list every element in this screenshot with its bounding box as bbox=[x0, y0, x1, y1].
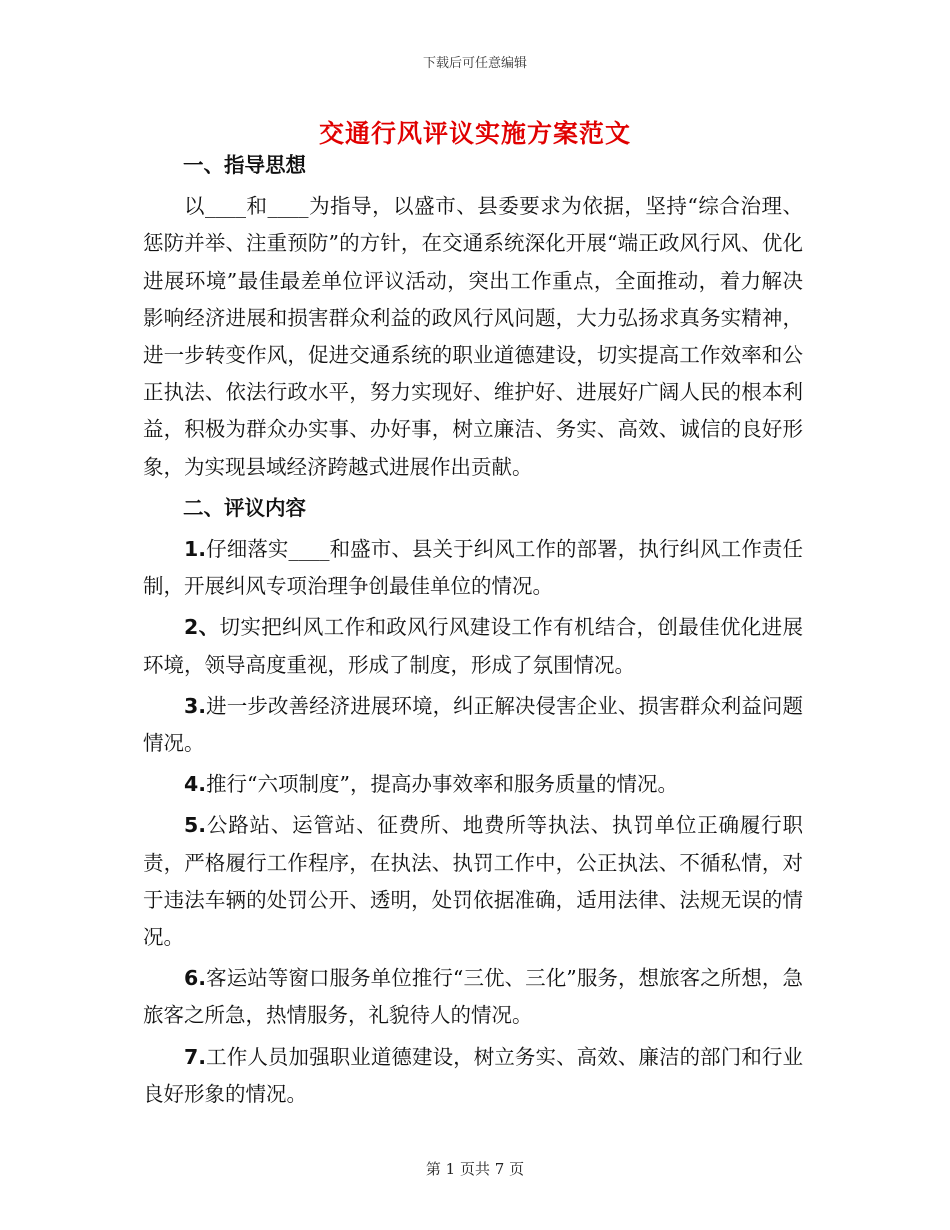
item-text: 进一步改善经济进展环境，纠正解决侵害企业、损害群众利益问题情况。 bbox=[143, 693, 803, 756]
paragraph-text: 以____和____为指导，以盛市、县委要求为依据，坚持“综合治理、惩防并举、注重预防”的方针，在交通系统深化开展“端正政风行风、优化进展环境”最佳最差单位评议活动，突出工作重点，全面推动，着力解决影响经济进展和损害群众利益的政风行风问题，大力弘扬求真务实精神，进一步转变作风，促进交通系统的职业道德建设，切实提高工作效率和公正执法、依法行政水平，努力实现好、维护好、进展好广阔人民的根本利益，积极为群众办实事、办好事，树立廉洁、务实、高效、诚信的良好形象，为实现县域经济跨越式进展作出贡献。 bbox=[143, 194, 803, 479]
section-heading-guiding-thought: 一、指导思想 bbox=[183, 153, 306, 177]
list-item-1 bbox=[143, 531, 803, 605]
item-number: 3. bbox=[184, 693, 207, 718]
document-title: 交通行风评议实施方案范文 bbox=[318, 119, 631, 148]
page-footer: 第 1 页共 7 页 bbox=[425, 1160, 525, 1178]
list-item-4 bbox=[143, 766, 803, 803]
item-text: 切实把纠风工作和政风行风建设工作有机结合，创最佳优化进展环境，领导高度重视，形成了制度，形成了氛围情况。 bbox=[143, 615, 804, 677]
section-heading-evaluation-content: 二、评议内容 bbox=[183, 495, 306, 520]
item-number: 2、 bbox=[184, 615, 220, 640]
paragraph-guiding-thought bbox=[143, 188, 803, 486]
item-text: 推行“六项制度”，提高办事效率和服务质量的情况。 bbox=[206, 772, 679, 797]
item-text: 仔细落实____和盛市、县关于纠风工作的部署，执行纠风工作责任制，开展纠风专项治理争创最佳单位的情况。 bbox=[143, 537, 803, 599]
page-header: 下载后可任意编辑 bbox=[422, 56, 527, 71]
list-item-3 bbox=[143, 688, 803, 762]
item-number: 7. bbox=[184, 1044, 207, 1069]
item-number: 4. bbox=[184, 772, 207, 797]
list-item-7 bbox=[143, 1039, 803, 1113]
list-item-6 bbox=[143, 960, 803, 1034]
item-number: 6. bbox=[184, 966, 207, 991]
item-number: 5. bbox=[184, 813, 207, 838]
item-text: 客运站等窗口服务单位推行“三优、三化”服务，想旅客之所想，急旅客之所急，热情服务，礼貌待人的情况。 bbox=[143, 966, 803, 1028]
list-item-5 bbox=[143, 807, 803, 956]
item-text: 公路站、运管站、征费所、地费所等执法、执罚单位正确履行职责，严格履行工作程序，在执法、执罚工作中，公正执法、不循私情，对于违法车辆的处罚公开、透明，处罚依据准确，适用法律、法规无误的情况。 bbox=[143, 813, 803, 950]
document-body bbox=[143, 147, 803, 1117]
item-text: 工作人员加强职业道德建设，树立务实、高效、廉洁的部门和行业良好形象的情况。 bbox=[143, 1044, 803, 1106]
list-item-2 bbox=[143, 609, 803, 683]
item-number: 1. bbox=[184, 537, 207, 562]
